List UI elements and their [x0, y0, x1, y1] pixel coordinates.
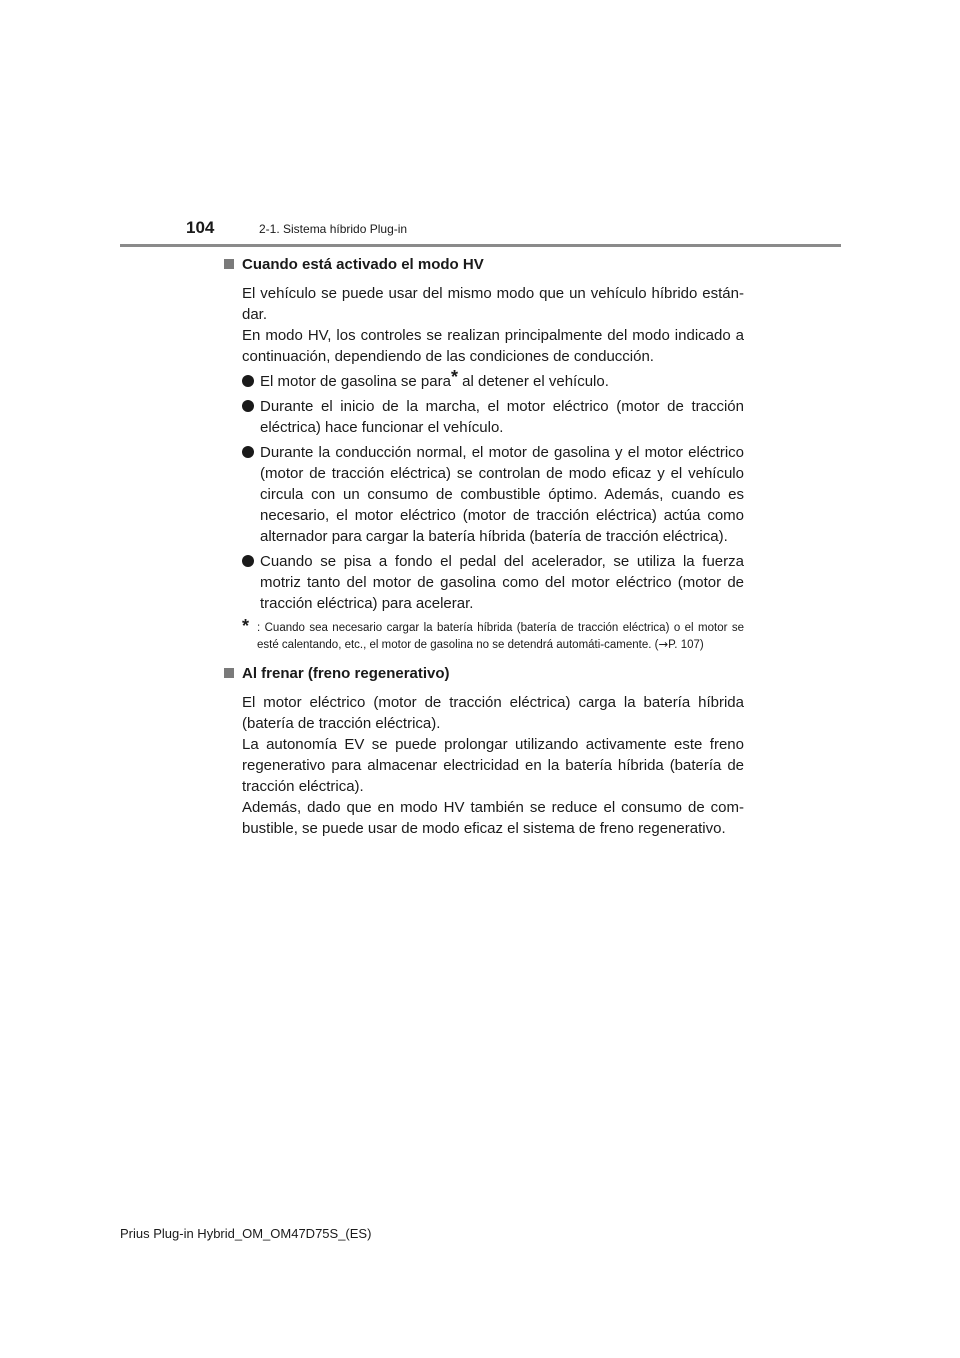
bullet-dot-icon [242, 555, 254, 567]
square-bullet-icon [224, 259, 234, 269]
page-number: 104 [186, 218, 215, 237]
square-bullet-icon [224, 668, 234, 678]
bullet-item [242, 442, 744, 547]
footnote [242, 616, 744, 653]
bullet-text: al detener el vehículo. [457, 373, 609, 390]
bullet-text: Durante la conducción normal, el motor de gasolina y el motor eléctrico (motor de tracción eléctrica) se controlan de modo eficaz y el vehículo circula con un consumo de combustible óptimo. Además, cuando es necesario, el motor eléctrico (motor de tracción eléctrica) actúa como alternador para cargar la batería híbrida (batería de tracción eléctrica). [260, 444, 744, 545]
footnote-text: : Cuando sea necesario cargar la batería híbrida (batería de tracción eléctrica) o el motor se esté calentando, etc., el motor de gasolina no se detendrá automáti-camente. ( [257, 622, 744, 651]
bullet-text: El motor de gasolina se para [260, 373, 451, 390]
bullet-dot-icon [242, 446, 254, 458]
heading-hv-mode [222, 254, 744, 275]
heading-text: Al frenar (freno regenerativo) [242, 665, 450, 682]
arrow-right-icon: → [658, 637, 669, 651]
bullet-dot-icon [242, 375, 254, 387]
paragraph: El vehículo se puede usar del mismo modo que un vehículo híbrido están-dar. [242, 285, 744, 323]
bullet-item [242, 367, 744, 392]
heading-text: Cuando está activado el modo HV [242, 256, 484, 273]
paragraph: En modo HV, los controles se realizan principalmente del modo indicado a continuación, dependiendo de las condiciones de conducción. [242, 327, 744, 365]
regenerative-paragraphs [242, 692, 744, 839]
paragraph: Además, dado que en modo HV también se reduce el consumo de com-bustible, se puede usar de modo eficaz el sistema de freno regenerativo. [242, 799, 744, 837]
section-title: 2-1. Sistema híbrido Plug-in [259, 222, 408, 236]
page-content [222, 254, 744, 839]
paragraph: La autonomía EV se puede prolongar utilizando activamente este freno regenerativo para almacenar electricidad en la batería híbrida (batería de tracción eléctrica). [242, 736, 744, 795]
bullet-text: Durante el inicio de la marcha, el motor eléctrico (motor de tracción eléctrica) hace funcionar el vehículo. [260, 398, 744, 436]
bullet-dot-icon [242, 400, 254, 412]
page-reference-link[interactable]: P. 107) [668, 639, 704, 651]
footer-document-id: Prius Plug-in Hybrid_OM_OM47D75S_(ES) [120, 1226, 372, 1241]
footnote-marker: * [450, 367, 458, 387]
bullet-text: Cuando se pisa a fondo el pedal del acelerador, se utiliza la fuerza motriz tanto del motor de gasolina como del motor eléctrico (motor de tracción eléctrica) para acelerar. [260, 553, 744, 612]
bullet-item [242, 551, 744, 614]
paragraph: El motor eléctrico (motor de tracción eléctrica) carga la batería híbrida (batería de tracción eléctrica). [242, 694, 744, 732]
hv-mode-paragraphs [242, 283, 744, 367]
footnote-marker: * [242, 616, 250, 636]
hv-mode-bullet-list [242, 367, 744, 614]
heading-regenerative-braking [222, 663, 744, 684]
header-rule [120, 244, 841, 247]
bullet-item [242, 396, 744, 438]
